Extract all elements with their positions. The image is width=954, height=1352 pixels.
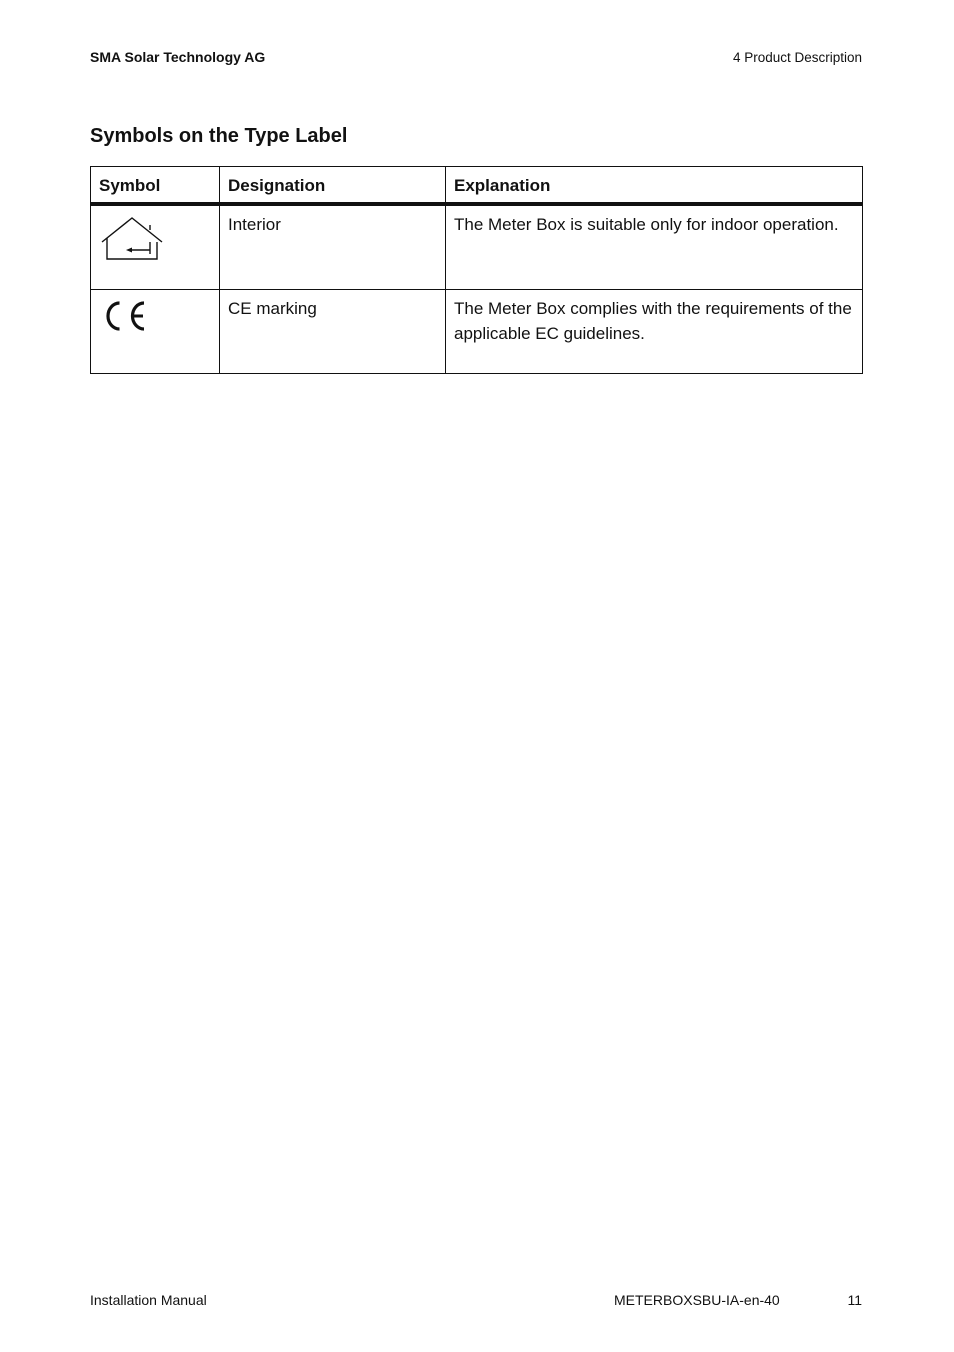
explanation-cell: The Meter Box is suitable only for indoor operation. bbox=[446, 204, 863, 290]
table-row bbox=[91, 290, 863, 374]
explanation-cell: The Meter Box complies with the requirements of the applicable EC guidelines. bbox=[446, 290, 863, 374]
footer-doc-type: Installation Manual bbox=[90, 1292, 207, 1308]
symbol-cell bbox=[91, 290, 220, 374]
section-title: Symbols on the Type Label bbox=[90, 125, 348, 147]
ce-marking-icon bbox=[99, 296, 149, 336]
designation-cell: CE marking bbox=[220, 290, 446, 374]
footer-doc-id: METERBOXSBU-IA-en-40 bbox=[614, 1292, 780, 1308]
column-header-symbol: Symbol bbox=[91, 167, 220, 205]
header-company: SMA Solar Technology AG bbox=[90, 49, 266, 65]
table-header-row bbox=[91, 167, 863, 205]
symbol-cell bbox=[91, 204, 220, 290]
column-header-explanation: Explanation bbox=[446, 167, 863, 205]
indoor-house-icon bbox=[99, 212, 165, 264]
designation-cell: Interior bbox=[220, 204, 446, 290]
footer-page-number: 11 bbox=[847, 1292, 862, 1308]
header-chapter: 4 Product Description bbox=[732, 50, 862, 65]
table-row bbox=[91, 204, 863, 290]
column-header-designation: Designation bbox=[220, 167, 446, 205]
symbols-table bbox=[90, 166, 863, 374]
